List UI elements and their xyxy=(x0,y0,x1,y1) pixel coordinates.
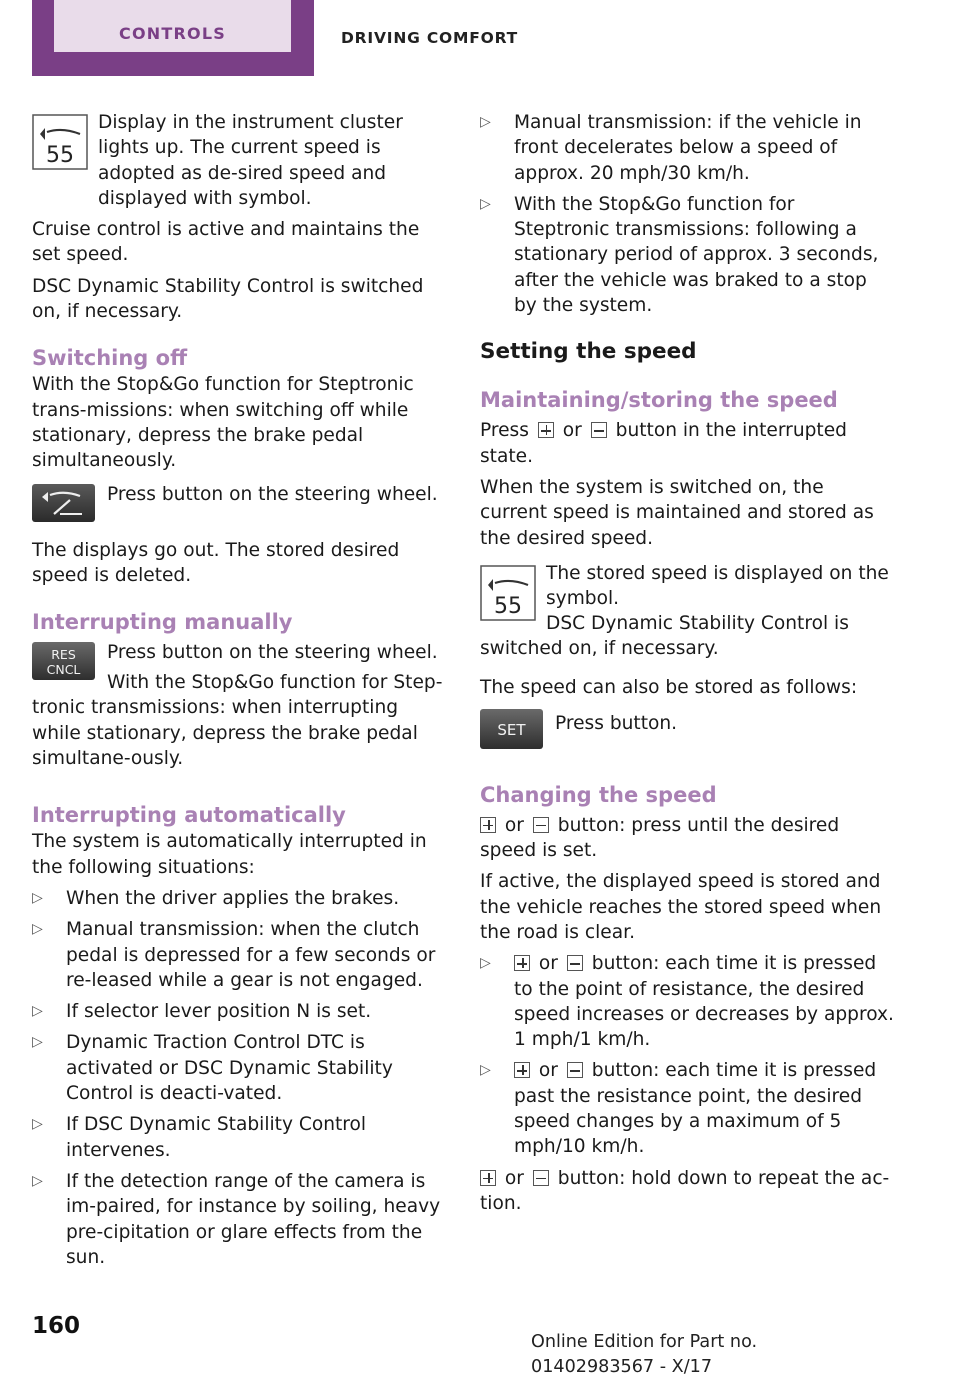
list-item: ▷ With the Stop&Go function for Steptronic transmissions: following a stationary period of approx. 3 seconds, after the vehicle was braked to a stop by the system. xyxy=(480,193,879,317)
list-item: ▷ or button: each time it is pressed past the resistance point, the desired speed changes by a maximum of 5 mph/10 km/h. xyxy=(480,1060,877,1158)
bullet-triangle-icon: ▷ xyxy=(480,195,491,212)
set-button-icon xyxy=(480,709,543,756)
auto-interrupt-list xyxy=(32,886,446,1270)
paragraph: Press button. xyxy=(555,712,678,734)
bullet-triangle-icon: ▷ xyxy=(480,114,491,130)
minus-button-icon xyxy=(591,422,607,438)
list-item: ▷ Dynamic Traction Control DTC is activated or DSC Dynamic Stability Control is deacti‐vated. xyxy=(32,1032,393,1105)
section-tab-driving-comfort: DRIVING COMFORT xyxy=(341,29,518,47)
set-button-block xyxy=(480,711,894,761)
paragraph-hold-down: or button: hold down to repeat the ac‐tion. xyxy=(480,1167,890,1214)
plus-button-icon xyxy=(480,817,496,833)
bullet-triangle-icon: ▷ xyxy=(32,1172,43,1189)
paragraph: The displays go out. The stored desired speed is deleted. xyxy=(32,539,400,586)
speedometer-symbol-icon xyxy=(32,114,88,177)
heading-maintaining-storing: Maintaining/storing the speed xyxy=(480,388,838,413)
list-item: ▷ If selector lever position N is set. xyxy=(32,999,446,1024)
paragraph: DSC Dynamic Stability Control is switched on, if necessary. xyxy=(32,275,424,323)
left-column xyxy=(32,110,446,1276)
bullet-triangle-icon: ▷ xyxy=(32,921,43,938)
cruise-control-off-button-icon xyxy=(32,484,95,529)
paragraph: Cruise control is active and maintains the set speed. xyxy=(32,219,420,266)
list-item: ▷ or button: each time it is pressed to the point of resistance, the desired speed increases or decreases by approx. 1 mph/1 km/h. xyxy=(480,953,894,1051)
bullet-triangle-icon: ▷ xyxy=(32,1116,43,1133)
paragraph: If active, the displayed speed is stored and the vehicle reaches the stored speed when the road is clear. xyxy=(480,871,882,943)
plus-button-icon xyxy=(514,955,530,971)
page-number: 160 xyxy=(32,1313,81,1339)
paragraph: The speed can also be stored as follows: xyxy=(480,677,858,699)
list-item: ▷ When the driver applies the brakes. xyxy=(32,886,446,911)
heading-interrupting-manually: Interrupting manually xyxy=(32,610,293,635)
svg-text:SET: SET xyxy=(497,720,526,739)
paragraph: With the Stop&Go function for Steptronic trans‐missions: when switching off while stationary, depress the brake pedal simultaneously. xyxy=(32,374,414,472)
heading-setting-the-speed: Setting the speed xyxy=(480,339,697,365)
heading-interrupting-automatically: Interrupting automatically xyxy=(32,803,346,828)
switch-off-button-block xyxy=(32,482,446,528)
minus-button-icon xyxy=(533,1170,549,1186)
svg-text:CNCL: CNCL xyxy=(46,662,81,678)
bullet-triangle-icon: ▷ xyxy=(32,889,43,906)
change-speed-list xyxy=(480,951,894,1159)
paragraph: When the system is switched on, the current speed is maintained and stored as the desired speed. xyxy=(480,476,874,549)
list-item: ▷ If DSC Dynamic Stability Control intervenes. xyxy=(32,1114,367,1161)
list-item: ▷ Manual transmission: when the clutch pedal is depressed for a few seconds or re‐leased while a gear is not engaged. xyxy=(32,919,436,991)
plus-button-icon xyxy=(538,422,554,438)
minus-button-icon xyxy=(567,955,583,971)
stored-speed-block xyxy=(480,561,894,617)
paragraph: DSC Dynamic Stability Control is switched on, if necessary. xyxy=(480,612,849,660)
svg-text:55: 55 xyxy=(46,143,74,168)
paragraph: Display in the instrument cluster lights up. The current speed is adopted as de‐sired speed and displayed with symbol. xyxy=(98,112,403,209)
paragraph: Press button on the steering wheel. xyxy=(107,483,438,505)
paragraph-change-speed: or button: press until the desired speed is set. xyxy=(480,814,840,862)
heading-switching-off: Switching off xyxy=(32,346,188,371)
chapter-tab-controls xyxy=(32,0,314,76)
res-cncl-button-block xyxy=(32,640,446,690)
speedometer-symbol-icon xyxy=(480,565,536,628)
paragraph: With the Stop&Go function for Step‐tronic transmissions: when interrupting while stationary, depress the brake pedal simultane‐ously. xyxy=(32,672,443,770)
auto-interrupt-list-continued xyxy=(480,110,894,318)
paragraph: The system is automatically interrupted in the following situations: xyxy=(32,831,427,878)
chapter-tab-label: CONTROLS xyxy=(54,0,291,52)
svg-text:55: 55 xyxy=(494,593,522,619)
edition-footer: Online Edition for Part no. 01402983567 - X/17 xyxy=(531,1332,758,1378)
minus-button-icon xyxy=(567,1062,583,1078)
paragraph: Press button on the steering wheel. xyxy=(107,642,438,664)
list-item: ▷ If the detection range of the camera is im‐paired, for instance by soiling, heavy pre‐cipitation or glare effects from the sun. xyxy=(32,1170,441,1268)
paragraph: The stored speed is displayed on the symbol. xyxy=(546,562,889,610)
res-cncl-button-icon xyxy=(32,642,95,687)
paragraph-press-plus-minus: Press or button in the interrupted state. xyxy=(480,420,847,467)
bullet-triangle-icon: ▷ xyxy=(480,1062,491,1079)
bullet-triangle-icon: ▷ xyxy=(480,955,491,972)
speed-display-block xyxy=(32,110,446,211)
plus-button-icon xyxy=(514,1062,530,1078)
minus-button-icon xyxy=(533,817,549,833)
right-column xyxy=(480,110,894,1222)
plus-button-icon xyxy=(480,1170,496,1186)
bullet-triangle-icon: ▷ xyxy=(32,1034,43,1051)
list-item: ▷ Manual transmission: if the vehicle in front decelerates below a speed of approx. 20 mph/30 km/h. xyxy=(480,112,862,184)
svg-text:RES: RES xyxy=(51,647,76,663)
heading-changing-the-speed: Changing the speed xyxy=(480,782,717,807)
bullet-triangle-icon: ▷ xyxy=(32,1003,43,1020)
